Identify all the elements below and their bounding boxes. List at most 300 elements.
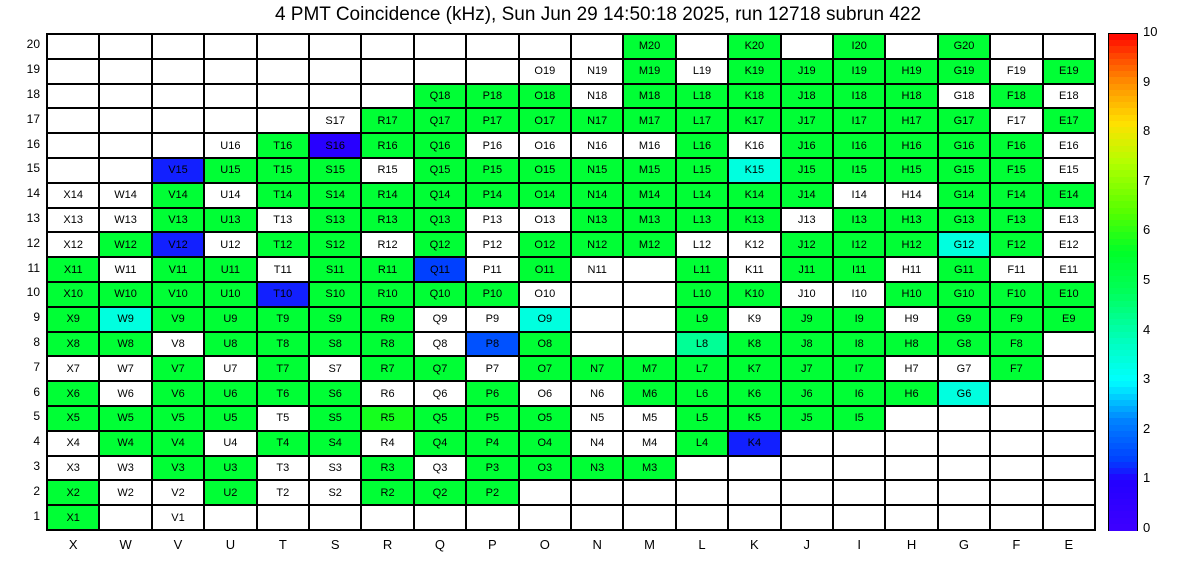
heatmap-cell[interactable]: Q11 [414,257,466,282]
heatmap-cell[interactable]: L15 [676,158,728,183]
heatmap-cell[interactable]: W6 [99,381,151,406]
heatmap-cell[interactable]: G14 [938,183,990,208]
heatmap-cell[interactable]: I8 [833,332,885,357]
heatmap-cell[interactable]: H19 [885,59,937,84]
heatmap-cell[interactable]: Q3 [414,456,466,481]
heatmap-cell[interactable]: U12 [204,232,256,257]
heatmap-cell[interactable]: T16 [257,133,309,158]
heatmap-cell[interactable]: Q2 [414,480,466,505]
heatmap-cell[interactable]: T13 [257,208,309,233]
heatmap-cell[interactable]: Q12 [414,232,466,257]
heatmap-cell[interactable]: V4 [152,431,204,456]
heatmap-cell[interactable]: T9 [257,307,309,332]
heatmap-cell[interactable]: X11 [47,257,99,282]
heatmap-cell[interactable]: U8 [204,332,256,357]
heatmap-cell[interactable]: W7 [99,356,151,381]
heatmap-cell[interactable]: O5 [519,406,571,431]
heatmap-cell[interactable]: G7 [938,356,990,381]
heatmap-cell[interactable]: K18 [728,84,780,109]
heatmap-cell[interactable]: H18 [885,84,937,109]
heatmap-cell[interactable]: I13 [833,208,885,233]
heatmap-cell[interactable]: N3 [571,456,623,481]
heatmap-cell[interactable]: K8 [728,332,780,357]
heatmap-cell[interactable]: R9 [361,307,413,332]
heatmap-cell[interactable]: K10 [728,282,780,307]
heatmap-cell[interactable]: H17 [885,108,937,133]
heatmap-cell[interactable]: O17 [519,108,571,133]
heatmap-cell[interactable]: V7 [152,356,204,381]
heatmap-cell[interactable]: J9 [781,307,833,332]
heatmap-cell[interactable]: H14 [885,183,937,208]
heatmap-cell[interactable]: L4 [676,431,728,456]
heatmap-cell[interactable]: M12 [623,232,675,257]
heatmap-cell[interactable]: W5 [99,406,151,431]
heatmap-cell[interactable]: E11 [1043,257,1095,282]
heatmap-cell[interactable]: N17 [571,108,623,133]
heatmap-cell[interactable]: K7 [728,356,780,381]
heatmap-cell[interactable]: J11 [781,257,833,282]
heatmap-cell[interactable]: F9 [990,307,1042,332]
heatmap-cell[interactable]: V10 [152,282,204,307]
heatmap-cell[interactable]: O3 [519,456,571,481]
heatmap-cell[interactable]: L12 [676,232,728,257]
heatmap-cell[interactable]: V12 [152,232,204,257]
heatmap-cell[interactable]: N13 [571,208,623,233]
heatmap-cell[interactable]: R11 [361,257,413,282]
heatmap-cell[interactable]: W13 [99,208,151,233]
heatmap-cell[interactable]: F10 [990,282,1042,307]
heatmap-cell[interactable]: V6 [152,381,204,406]
heatmap-cell[interactable]: I18 [833,84,885,109]
heatmap-cell[interactable]: G20 [938,34,990,59]
heatmap-cell[interactable]: H10 [885,282,937,307]
heatmap-cell[interactable]: L17 [676,108,728,133]
heatmap-cell[interactable]: F18 [990,84,1042,109]
heatmap-cell[interactable]: K20 [728,34,780,59]
heatmap-cell[interactable]: R13 [361,208,413,233]
heatmap-cell[interactable]: Q14 [414,183,466,208]
heatmap-cell[interactable]: L10 [676,282,728,307]
heatmap-cell[interactable]: J5 [781,406,833,431]
heatmap-cell[interactable]: K14 [728,183,780,208]
heatmap-cell[interactable]: P14 [466,183,518,208]
heatmap-cell[interactable]: P10 [466,282,518,307]
heatmap-cell[interactable]: P17 [466,108,518,133]
heatmap-cell[interactable]: G9 [938,307,990,332]
heatmap-cell[interactable]: R4 [361,431,413,456]
heatmap-cell[interactable]: X14 [47,183,99,208]
heatmap-cell[interactable]: N14 [571,183,623,208]
heatmap-cell[interactable]: O6 [519,381,571,406]
heatmap-cell[interactable]: Q18 [414,84,466,109]
heatmap-cell[interactable]: P12 [466,232,518,257]
heatmap-cell[interactable]: J15 [781,158,833,183]
heatmap-cell[interactable]: I14 [833,183,885,208]
heatmap-cell[interactable]: E15 [1043,158,1095,183]
heatmap-cell[interactable]: X9 [47,307,99,332]
heatmap-cell[interactable]: U14 [204,183,256,208]
heatmap-cell[interactable]: J8 [781,332,833,357]
heatmap-cell[interactable]: J17 [781,108,833,133]
heatmap-cell[interactable]: H13 [885,208,937,233]
heatmap-cell[interactable]: S15 [309,158,361,183]
heatmap-cell[interactable]: M5 [623,406,675,431]
heatmap-cell[interactable]: I7 [833,356,885,381]
heatmap-cell[interactable]: T10 [257,282,309,307]
heatmap-cell[interactable]: H7 [885,356,937,381]
heatmap-cell[interactable]: N18 [571,84,623,109]
heatmap-cell[interactable]: J10 [781,282,833,307]
heatmap-cell[interactable]: N6 [571,381,623,406]
heatmap-cell[interactable]: W3 [99,456,151,481]
heatmap-cell[interactable]: O11 [519,257,571,282]
heatmap-cell[interactable]: L5 [676,406,728,431]
heatmap-cell[interactable]: U16 [204,133,256,158]
heatmap-cell[interactable]: T12 [257,232,309,257]
heatmap-cell[interactable]: K17 [728,108,780,133]
heatmap-cell[interactable]: K5 [728,406,780,431]
heatmap-cell[interactable]: G15 [938,158,990,183]
heatmap-cell[interactable]: X8 [47,332,99,357]
heatmap-cell[interactable]: W12 [99,232,151,257]
heatmap-cell[interactable]: O16 [519,133,571,158]
heatmap-cell[interactable]: G10 [938,282,990,307]
heatmap-cell[interactable]: Q8 [414,332,466,357]
heatmap-cell[interactable]: U7 [204,356,256,381]
heatmap-cell[interactable]: J13 [781,208,833,233]
heatmap-cell[interactable]: Q4 [414,431,466,456]
heatmap-cell[interactable]: M13 [623,208,675,233]
heatmap-cell[interactable]: J19 [781,59,833,84]
heatmap-cell[interactable]: T6 [257,381,309,406]
heatmap-cell[interactable]: I19 [833,59,885,84]
heatmap-cell[interactable]: N5 [571,406,623,431]
heatmap-cell[interactable]: E9 [1043,307,1095,332]
heatmap-cell[interactable]: S8 [309,332,361,357]
heatmap-cell[interactable]: T11 [257,257,309,282]
heatmap-cell[interactable]: P8 [466,332,518,357]
heatmap-cell[interactable]: K15 [728,158,780,183]
heatmap-cell[interactable]: H12 [885,232,937,257]
heatmap-cell[interactable]: S14 [309,183,361,208]
heatmap-cell[interactable]: S5 [309,406,361,431]
heatmap-cell[interactable]: I12 [833,232,885,257]
heatmap-cell[interactable]: T15 [257,158,309,183]
heatmap-cell[interactable]: H11 [885,257,937,282]
heatmap-cell[interactable]: R14 [361,183,413,208]
heatmap-cell[interactable]: E10 [1043,282,1095,307]
heatmap-cell[interactable]: U4 [204,431,256,456]
heatmap-cell[interactable]: M4 [623,431,675,456]
heatmap-cell[interactable]: P9 [466,307,518,332]
heatmap-cell[interactable]: K4 [728,431,780,456]
heatmap-cell[interactable]: L16 [676,133,728,158]
heatmap-cell[interactable]: F12 [990,232,1042,257]
heatmap-cell[interactable]: V11 [152,257,204,282]
heatmap-cell[interactable]: V9 [152,307,204,332]
heatmap-cell[interactable]: W8 [99,332,151,357]
heatmap-cell[interactable]: R16 [361,133,413,158]
heatmap-cell[interactable]: V8 [152,332,204,357]
heatmap-cell[interactable]: Q15 [414,158,466,183]
heatmap-cell[interactable]: S11 [309,257,361,282]
heatmap-cell[interactable]: E12 [1043,232,1095,257]
heatmap-cell[interactable]: G16 [938,133,990,158]
heatmap-cell[interactable]: P5 [466,406,518,431]
heatmap-cell[interactable]: L14 [676,183,728,208]
heatmap-cell[interactable]: V3 [152,456,204,481]
heatmap-cell[interactable]: N12 [571,232,623,257]
heatmap-cell[interactable]: G18 [938,84,990,109]
heatmap-cell[interactable]: T8 [257,332,309,357]
heatmap-cell[interactable]: R3 [361,456,413,481]
heatmap-cell[interactable]: K9 [728,307,780,332]
heatmap-cell[interactable]: I16 [833,133,885,158]
heatmap-cell[interactable]: O4 [519,431,571,456]
heatmap-cell[interactable]: U13 [204,208,256,233]
heatmap-cell[interactable]: K12 [728,232,780,257]
heatmap-cell[interactable]: F17 [990,108,1042,133]
heatmap-cell[interactable]: G19 [938,59,990,84]
heatmap-cell[interactable]: L19 [676,59,728,84]
heatmap-cell[interactable]: R6 [361,381,413,406]
heatmap-cell[interactable]: Q16 [414,133,466,158]
heatmap-cell[interactable]: I11 [833,257,885,282]
heatmap-cell[interactable]: M18 [623,84,675,109]
heatmap-cell[interactable]: U10 [204,282,256,307]
heatmap-cell[interactable]: V2 [152,480,204,505]
heatmap-cell[interactable]: O10 [519,282,571,307]
heatmap-cell[interactable]: M19 [623,59,675,84]
heatmap-cell[interactable]: H16 [885,133,937,158]
heatmap-cell[interactable]: S2 [309,480,361,505]
heatmap-cell[interactable]: O14 [519,183,571,208]
heatmap-cell[interactable]: F14 [990,183,1042,208]
heatmap-cell[interactable]: R10 [361,282,413,307]
heatmap-cell[interactable]: R17 [361,108,413,133]
heatmap-cell[interactable]: I17 [833,108,885,133]
heatmap-cell[interactable]: P6 [466,381,518,406]
heatmap-cell[interactable]: K13 [728,208,780,233]
heatmap-cell[interactable]: S3 [309,456,361,481]
heatmap-cell[interactable]: W14 [99,183,151,208]
heatmap-cell[interactable]: P11 [466,257,518,282]
heatmap-cell[interactable]: M7 [623,356,675,381]
heatmap-cell[interactable]: P3 [466,456,518,481]
heatmap-cell[interactable]: O15 [519,158,571,183]
heatmap-cell[interactable]: S17 [309,108,361,133]
heatmap-cell[interactable]: I15 [833,158,885,183]
heatmap-cell[interactable]: P16 [466,133,518,158]
heatmap-cell[interactable]: M17 [623,108,675,133]
heatmap-cell[interactable]: W10 [99,282,151,307]
heatmap-cell[interactable]: F15 [990,158,1042,183]
heatmap-cell[interactable]: H8 [885,332,937,357]
heatmap-cell[interactable]: L7 [676,356,728,381]
heatmap-cell[interactable]: V13 [152,208,204,233]
heatmap-cell[interactable]: O9 [519,307,571,332]
heatmap-cell[interactable]: R2 [361,480,413,505]
heatmap-cell[interactable]: V14 [152,183,204,208]
heatmap-cell[interactable]: P18 [466,84,518,109]
heatmap-cell[interactable]: T2 [257,480,309,505]
heatmap-cell[interactable]: K6 [728,381,780,406]
heatmap-cell[interactable]: L18 [676,84,728,109]
heatmap-cell[interactable]: Q17 [414,108,466,133]
heatmap-cell[interactable]: M3 [623,456,675,481]
heatmap-cell[interactable]: T5 [257,406,309,431]
heatmap-cell[interactable]: G12 [938,232,990,257]
heatmap-cell[interactable]: I10 [833,282,885,307]
heatmap-cell[interactable]: M15 [623,158,675,183]
heatmap-cell[interactable]: W11 [99,257,151,282]
heatmap-cell[interactable]: N4 [571,431,623,456]
heatmap-cell[interactable]: U11 [204,257,256,282]
heatmap-cell[interactable]: O18 [519,84,571,109]
heatmap-cell[interactable]: X7 [47,356,99,381]
heatmap-cell[interactable]: L9 [676,307,728,332]
heatmap-cell[interactable]: M20 [623,34,675,59]
heatmap-cell[interactable]: S4 [309,431,361,456]
heatmap-cell[interactable]: J14 [781,183,833,208]
heatmap-cell[interactable]: O7 [519,356,571,381]
heatmap-cell[interactable]: Q10 [414,282,466,307]
heatmap-cell[interactable]: N19 [571,59,623,84]
heatmap-cell[interactable]: X6 [47,381,99,406]
heatmap-cell[interactable]: T3 [257,456,309,481]
heatmap-cell[interactable]: F7 [990,356,1042,381]
heatmap-cell[interactable]: J12 [781,232,833,257]
heatmap-cell[interactable]: R15 [361,158,413,183]
heatmap-cell[interactable]: T4 [257,431,309,456]
heatmap-cell[interactable]: R12 [361,232,413,257]
heatmap-cell[interactable]: N16 [571,133,623,158]
heatmap-cell[interactable]: X5 [47,406,99,431]
heatmap-cell[interactable]: S10 [309,282,361,307]
heatmap-cell[interactable]: G8 [938,332,990,357]
heatmap-cell[interactable]: X2 [47,480,99,505]
heatmap-cell[interactable]: S9 [309,307,361,332]
heatmap-cell[interactable]: G6 [938,381,990,406]
heatmap-cell[interactable]: I6 [833,381,885,406]
heatmap-cell[interactable]: E13 [1043,208,1095,233]
heatmap-cell[interactable]: M6 [623,381,675,406]
heatmap-cell[interactable]: T7 [257,356,309,381]
heatmap-cell[interactable]: F16 [990,133,1042,158]
heatmap-cell[interactable]: U3 [204,456,256,481]
heatmap-cell[interactable]: X13 [47,208,99,233]
heatmap-cell[interactable]: E17 [1043,108,1095,133]
heatmap-cell[interactable]: V5 [152,406,204,431]
heatmap-cell[interactable]: N15 [571,158,623,183]
heatmap-cell[interactable]: F8 [990,332,1042,357]
heatmap-cell[interactable]: S13 [309,208,361,233]
heatmap-cell[interactable]: G17 [938,108,990,133]
heatmap-cell[interactable]: I9 [833,307,885,332]
heatmap-cell[interactable]: S7 [309,356,361,381]
heatmap-cell[interactable]: M14 [623,183,675,208]
heatmap-cell[interactable]: Q6 [414,381,466,406]
heatmap-cell[interactable]: I5 [833,406,885,431]
heatmap-cell[interactable]: G13 [938,208,990,233]
heatmap-cell[interactable]: N11 [571,257,623,282]
heatmap-cell[interactable]: F19 [990,59,1042,84]
heatmap-cell[interactable]: Q7 [414,356,466,381]
heatmap-cell[interactable]: F13 [990,208,1042,233]
heatmap-cell[interactable]: R5 [361,406,413,431]
heatmap-cell[interactable]: X3 [47,456,99,481]
heatmap-cell[interactable]: H9 [885,307,937,332]
heatmap-cell[interactable]: S6 [309,381,361,406]
heatmap-cell[interactable]: P7 [466,356,518,381]
heatmap-cell[interactable]: P13 [466,208,518,233]
heatmap-cell[interactable]: V15 [152,158,204,183]
heatmap-cell[interactable]: Q5 [414,406,466,431]
heatmap-cell[interactable]: J16 [781,133,833,158]
heatmap-cell[interactable]: J6 [781,381,833,406]
heatmap-cell[interactable]: E16 [1043,133,1095,158]
heatmap-cell[interactable]: J18 [781,84,833,109]
heatmap-cell[interactable]: O8 [519,332,571,357]
heatmap-cell[interactable]: P4 [466,431,518,456]
heatmap-cell[interactable]: S16 [309,133,361,158]
heatmap-cell[interactable]: O12 [519,232,571,257]
heatmap-cell[interactable]: H6 [885,381,937,406]
heatmap-cell[interactable]: W4 [99,431,151,456]
heatmap-cell[interactable]: L8 [676,332,728,357]
heatmap-cell[interactable]: N7 [571,356,623,381]
heatmap-cell[interactable]: X10 [47,282,99,307]
heatmap-cell[interactable]: U15 [204,158,256,183]
heatmap-cell[interactable]: U9 [204,307,256,332]
heatmap-cell[interactable]: L6 [676,381,728,406]
heatmap-cell[interactable]: F11 [990,257,1042,282]
heatmap-cell[interactable]: P15 [466,158,518,183]
heatmap-cell[interactable]: M16 [623,133,675,158]
heatmap-cell[interactable]: J7 [781,356,833,381]
heatmap-cell[interactable]: U5 [204,406,256,431]
heatmap-cell[interactable]: E18 [1043,84,1095,109]
heatmap-cell[interactable]: R7 [361,356,413,381]
heatmap-cell[interactable]: X4 [47,431,99,456]
heatmap-cell[interactable]: I20 [833,34,885,59]
heatmap-cell[interactable]: K19 [728,59,780,84]
heatmap-cell[interactable]: U2 [204,480,256,505]
heatmap-cell[interactable]: W2 [99,480,151,505]
heatmap-cell[interactable]: G11 [938,257,990,282]
heatmap-cell[interactable]: S12 [309,232,361,257]
heatmap-cell[interactable]: H15 [885,158,937,183]
heatmap-cell[interactable]: U6 [204,381,256,406]
heatmap-cell[interactable]: L13 [676,208,728,233]
heatmap-cell[interactable]: W9 [99,307,151,332]
heatmap-cell[interactable]: L11 [676,257,728,282]
heatmap-cell[interactable]: X12 [47,232,99,257]
heatmap-cell[interactable]: K16 [728,133,780,158]
heatmap-cell[interactable]: E14 [1043,183,1095,208]
heatmap-cell[interactable]: X1 [47,505,99,530]
heatmap-cell[interactable]: P2 [466,480,518,505]
heatmap-cell[interactable]: O19 [519,59,571,84]
heatmap-cell[interactable]: V1 [152,505,204,530]
heatmap-cell[interactable]: R8 [361,332,413,357]
heatmap-cell[interactable]: O13 [519,208,571,233]
heatmap-cell[interactable]: E19 [1043,59,1095,84]
heatmap-cell[interactable]: Q13 [414,208,466,233]
heatmap-cell[interactable]: K11 [728,257,780,282]
heatmap-cell[interactable]: T14 [257,183,309,208]
heatmap-cell[interactable]: Q9 [414,307,466,332]
